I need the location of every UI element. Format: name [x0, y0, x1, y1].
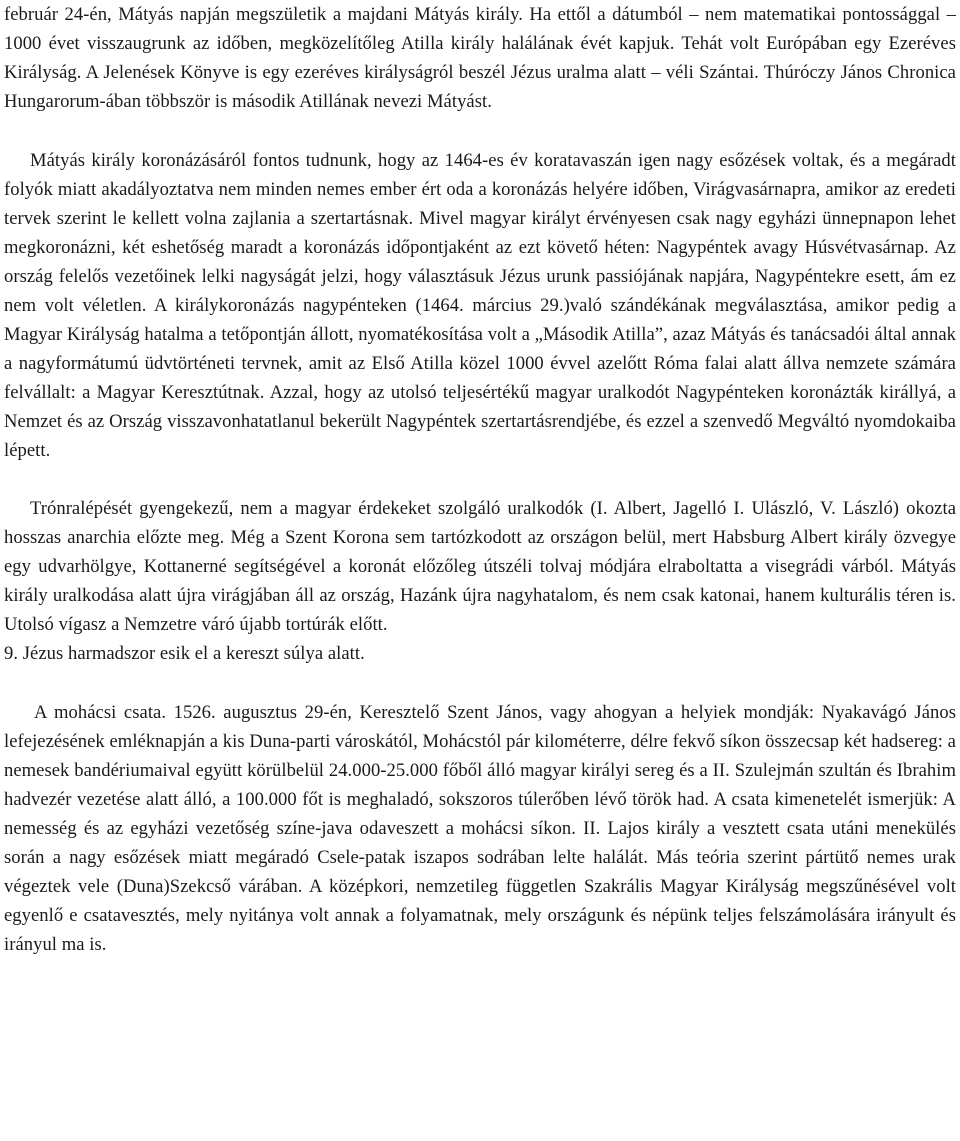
- section-heading: 9. Jézus harmadszor esik el a kereszt súlya alatt.: [4, 643, 365, 664]
- paragraph-mohacs: A mohácsi csata. 1526. augusztus 29-én, Keresztelő Szent János, vagy ahogyan a helyiek mondják: Nyakavágó János lefejezésének emléknapján a kis Duna-parti városkától, Mohácstól pár kilométerre, délre fekvő síkon összecsap két hadsereg: a nemesek bandériumaival együtt körülbelül 24.000-25.000 főből álló magyar királyi sereg és a II. Szulejmán szultán és Ibrahim hadvezér vezetése alatt álló, a 100.000 főt is meghaladó, sokszoros túlerőben lévő török had. A csata kimenetelét ismerjük: A nemesség és az egyházi vezetőség színe-java odaveszett a mohácsi síkon. II. Lajos király a vesztett csata utáni menekülés során a nagy esőzések miatt megáradó Csele-patak iszapos sodrában lelte halálát. Más teória szerint pártütő nemes urak végeztek vele (Duna)Szekcső várában. A középkori, nemzetileg független Szakrális Magyar Királyság megszűnésével volt egyenlő e csatavesztés, mely nyitánya volt annak a folyamatnak, mely országunk és népünk teljes felszámolására irányult és irányul ma is.: [4, 702, 956, 955]
- paragraph-coronation: Mátyás király koronázásáról fontos tudnunk, hogy az 1464-es év koratavaszán igen nagy esőzések voltak, és a megáradt folyók miatt akadályoztatva nem minden nemes ember ért oda a koronázás helyére időben, Virágvasárnapra, amikor az eredeti tervek szerint le kellett volna zajlania a szertartásnak. Mivel magyar királyt érvényesen csak nagy egyházi ünnepnapon lehet megkoronázni, két eshetőség maradt a koronázás időpontjaként az ezt követő héten: Nagypéntek avagy Húsvétvasárnap. Az ország felelős vezetőinek lelki nagyságát jelzi, hogy választásuk Jézus urunk passiójának napjára, Nagypéntekre esett, ám ez nem volt véletlen. A királykoronázás nagypénteken (1464. március 29.)való szándékának megválasztása, amikor pedig a Magyar Királyság hatalma a tetőpontján állott, nyomatékosítása volt a „Második Atilla”, azaz Mátyás és tanácsadói által annak a nagyformátumú üdvtörténeti tervnek, amit az Első Atilla közel 1000 évvel azelőtt Róma falai alatt állva nemzete számára felvállalt: a Magyar Keresztútnak. Azzal, hogy az utolsó teljesértékű magyar uralkodót Nagypénteken koronázták királlyá, a Nemzet és az Ország visszavonhatatlanul bekerült Nagypéntek szertartásrendjébe, és ezzel a szenvedő Megváltó nyomdokaiba lépett.: [4, 150, 956, 461]
- paragraph-accession: Trónralépését gyengekezű, nem a magyar érdekeket szolgáló uralkodók (I. Albert, Jagelló I. Ulászló, V. László) okozta hosszas anarchia előzte meg. Még a Szent Korona sem tartózkodott az országon belül, mert Habsburg Albert király özvegye egy udvarhölgye, Kottanerné segítségével a koronát előzőleg útszéli tolvaj módjára elraboltatta a visegrádi várból. Mátyás király uralkodása alatt újra virágjában áll az ország, Hazánk újra nagyhatalom, és nem csak katonai, hanem kulturális téren is. Utolsó vígasz a Nemzetre váró újabb tortúrák előtt.: [4, 498, 956, 635]
- paragraph-intro: február 24-én, Mátyás napján megszületik a majdani Mátyás király. Ha ettől a dátumból – nem matematikai pontossággal – 1000 évet visszaugrunk az időben, megközelítőleg Atilla király halálának évét kapjuk. Tehát volt Európában egy Ezeréves Királyság. A Jelenések Könyve is egy ezeréves királyságról beszél Jézus uralma alatt – véli Szántai. Thúróczy János Chronica Hungarorum-ában többször is második Atillának nevezi Mátyást.: [4, 4, 956, 112]
- document-page: [4, 0, 956, 959]
